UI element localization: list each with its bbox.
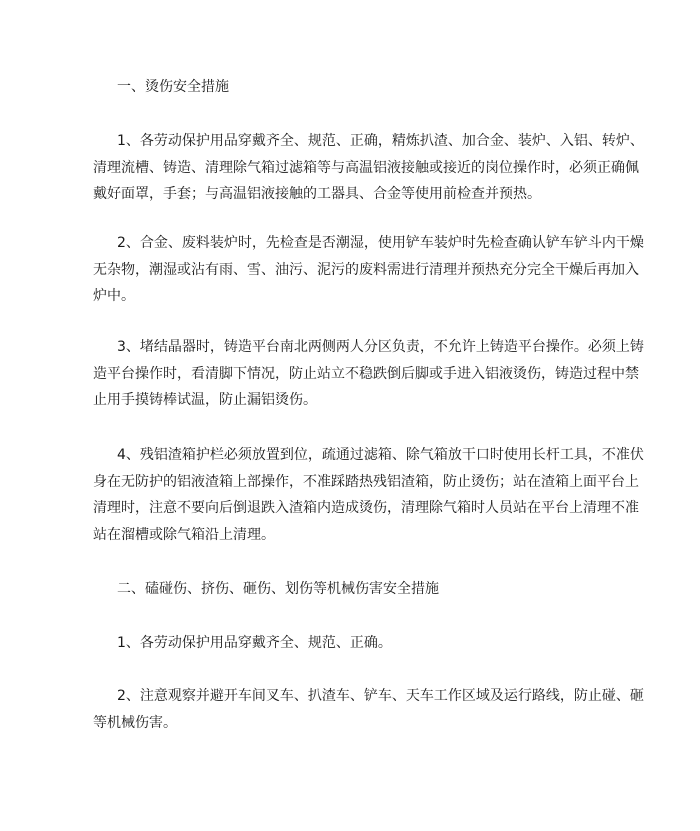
text-line: 无杂物，潮湿或沾有雨、雪、油污、泥污的废料需进行清理并预热充分完全干燥后再加入: [93, 261, 639, 278]
paragraph-burn-2: [93, 230, 644, 310]
text-line: 1、各劳动保护用品穿戴齐全、规范、正确。: [117, 635, 392, 651]
text-line: 一、烫伤安全措施: [117, 79, 229, 95]
text-line: 清理时，注意不要向后倒退跌入渣箱内造成烫伤，清理除气箱时人员站在平台上清理不准: [93, 500, 639, 516]
text-line: 戴好面罩，手套；与高温铝液接触的工器具、合金等使用前检查并预热。: [93, 186, 541, 202]
paragraph-burn-3: [93, 334, 644, 414]
section-heading-mechanical-safety: [93, 576, 611, 603]
section-heading-burn-safety: [93, 74, 611, 101]
text-line: 止用手摸铸棒试温，防止漏铝烫伤。: [93, 392, 317, 408]
text-line: 站在溜槽或除气箱沿上清理。: [93, 526, 275, 543]
text-line: 1、各劳动保护用品穿戴齐全、规范、正确，精炼扒渣、加合金、装炉、入铝、转炉、: [117, 133, 644, 149]
text-line: 3、堵结晶器时，铸造平台南北两侧两人分区负责，不允许上铸造平台操作。必须上铸: [117, 339, 644, 355]
paragraph-mechanical-2: [93, 683, 644, 736]
text-line: 等机械伤害。: [93, 714, 177, 731]
text-line: 2、注意观察并避开车间叉车、扒渣车、铲车、天车工作区域及运行路线，防止碰、砸: [117, 688, 644, 704]
text-line: 炉中。: [93, 288, 135, 304]
text-line: 2、合金、废料装炉时，先检查是否潮湿，使用铲车装炉时先检查确认铲车铲斗内干燥: [117, 235, 644, 251]
text-line: 造平台操作时，看清脚下情况，防止站立不稳跌倒后脚或手进入铝液烫伤，铸造过程中禁: [93, 365, 639, 382]
text-line: 身在无防护的铝液渣箱上部操作，不准踩踏热残铝渣箱，防止烫伤；站在渣箱上面平台上: [93, 473, 639, 490]
text-line: 4、残铝渣箱护栏必须放置到位，疏通过滤箱、除气箱放干口时使用长杆工具，不准伏: [117, 447, 644, 463]
paragraph-mechanical-1: [93, 630, 611, 657]
paragraph-burn-1: [93, 128, 644, 208]
text-line: 清理流槽、铸造、清理除气箱过滤箱等与高温铝液接触或接近的岗位操作时，必须正确佩: [93, 159, 639, 176]
paragraph-burn-4: [93, 442, 644, 548]
text-line: 二、磕碰伤、挤伤、砸伤、划伤等机械伤害安全措施: [117, 581, 439, 597]
